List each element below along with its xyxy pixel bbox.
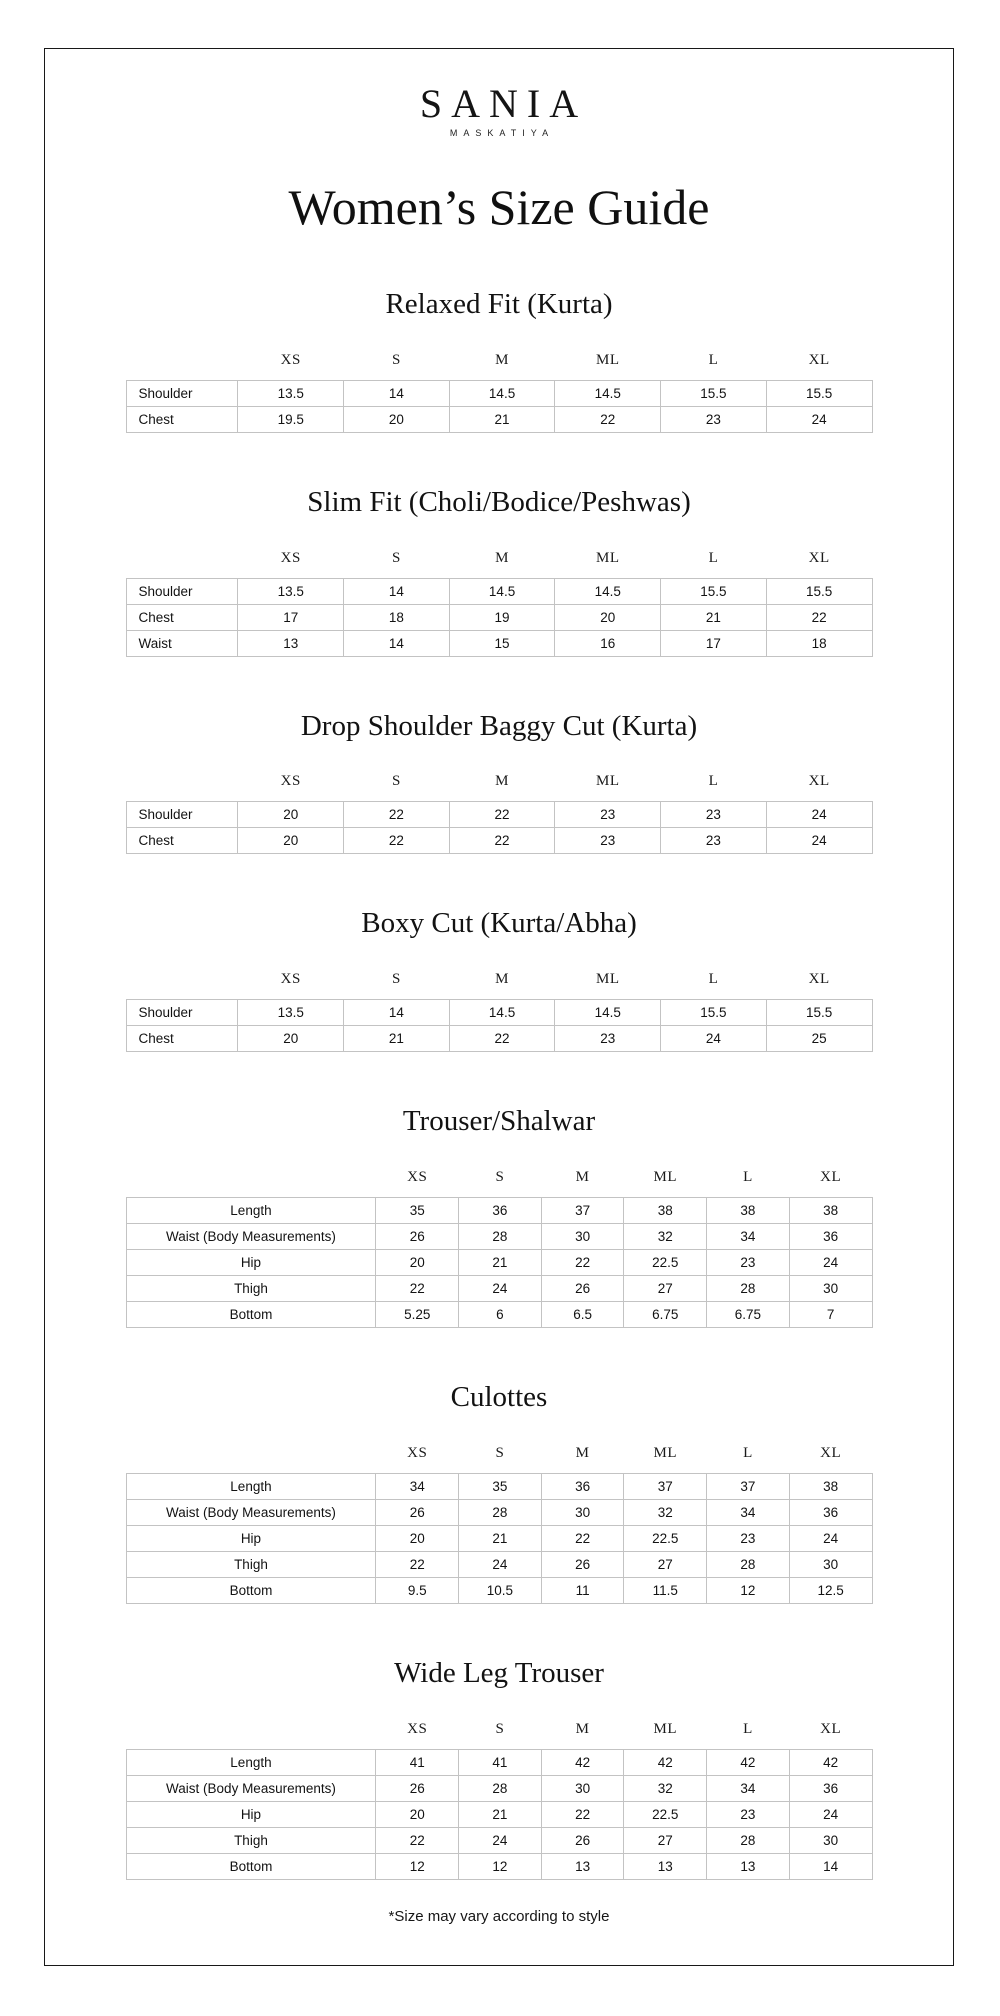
size-table-header-row — [126, 1445, 872, 1474]
row-label-cell: Shoulder — [126, 802, 238, 828]
value-cell: 22.5 — [624, 1249, 707, 1275]
corner-cell — [126, 1721, 376, 1750]
value-cell: 15.5 — [661, 1000, 767, 1026]
page-title: Women’s Size Guide — [288, 179, 710, 235]
size-table-header-row — [126, 1721, 872, 1750]
size-header-cell: S — [495, 1444, 505, 1461]
brand-subtitle: MASKATIYA — [449, 128, 555, 138]
value-cell: 34 — [376, 1473, 459, 1499]
value-cell: 23 — [707, 1525, 790, 1551]
row-label-cell: Shoulder — [126, 1000, 238, 1026]
corner-cell — [126, 773, 238, 802]
size-header-cell: XL — [820, 1168, 842, 1185]
table-row — [126, 1801, 872, 1827]
value-cell: 19.5 — [238, 406, 344, 432]
size-section — [45, 854, 953, 1052]
table-row — [126, 630, 872, 656]
value-cell: 13.5 — [238, 1000, 344, 1026]
table-row — [126, 1853, 872, 1879]
size-header-cell: XS — [280, 549, 301, 566]
size-header-cell: XL — [808, 773, 830, 790]
table-row — [126, 1775, 872, 1801]
value-cell: 26 — [376, 1499, 459, 1525]
value-cell: 30 — [789, 1551, 872, 1577]
value-cell: 15.5 — [766, 578, 872, 604]
brand-logo — [45, 83, 953, 138]
value-cell: 26 — [376, 1775, 459, 1801]
size-header-cell: XS — [407, 1168, 428, 1185]
section-title: Trouser/Shalwar — [402, 1105, 596, 1138]
value-cell: 28 — [707, 1551, 790, 1577]
size-header-cell: ML — [653, 1720, 677, 1737]
value-cell: 20 — [344, 406, 450, 432]
value-cell: 38 — [789, 1197, 872, 1223]
value-cell: 13 — [707, 1853, 790, 1879]
value-cell: 22 — [376, 1827, 459, 1853]
value-cell: 21 — [459, 1249, 542, 1275]
value-cell: 34 — [707, 1499, 790, 1525]
size-table-header-row — [126, 971, 872, 1000]
size-header-cell: S — [495, 1720, 505, 1737]
footnote: *Size may vary according to style — [388, 1907, 610, 1925]
row-label-cell: Thigh — [126, 1827, 376, 1853]
value-cell: 22 — [449, 1026, 555, 1052]
size-header-cell: L — [743, 1168, 753, 1185]
value-cell: 24 — [789, 1525, 872, 1551]
value-cell: 23 — [707, 1249, 790, 1275]
value-cell: 12 — [376, 1853, 459, 1879]
table-row — [126, 1223, 872, 1249]
size-header-cell: L — [708, 773, 719, 790]
value-cell: 15.5 — [766, 1000, 872, 1026]
size-header-cell: ML — [595, 549, 620, 566]
size-header-cell: L — [708, 549, 719, 566]
value-cell: 13 — [541, 1853, 624, 1879]
value-cell: 37 — [707, 1473, 790, 1499]
size-header-cell: S — [391, 549, 401, 566]
value-cell: 34 — [707, 1775, 790, 1801]
value-cell: 22 — [344, 802, 450, 828]
value-cell: 23 — [661, 406, 767, 432]
section-title: Culottes — [450, 1380, 548, 1413]
value-cell: 21 — [459, 1801, 542, 1827]
size-header-cell: M — [575, 1720, 590, 1737]
value-cell: 38 — [707, 1197, 790, 1223]
size-section — [45, 433, 953, 657]
value-cell: 22 — [541, 1249, 624, 1275]
value-cell: 18 — [344, 604, 450, 630]
value-cell: 20 — [376, 1249, 459, 1275]
value-cell: 28 — [707, 1827, 790, 1853]
row-label-cell: Bottom — [126, 1853, 376, 1879]
value-cell: 13.5 — [238, 578, 344, 604]
value-cell: 26 — [541, 1827, 624, 1853]
row-label-cell: Length — [126, 1197, 376, 1223]
value-cell: 22 — [376, 1275, 459, 1301]
value-cell: 19 — [449, 604, 555, 630]
value-cell: 41 — [376, 1749, 459, 1775]
value-cell: 14.5 — [555, 380, 661, 406]
value-cell: 14 — [344, 1000, 450, 1026]
table-row — [126, 1197, 872, 1223]
value-cell: 22 — [541, 1801, 624, 1827]
value-cell: 24 — [766, 406, 872, 432]
value-cell: 20 — [555, 604, 661, 630]
size-header-cell: L — [708, 351, 719, 368]
value-cell: 20 — [376, 1801, 459, 1827]
value-cell: 22 — [376, 1551, 459, 1577]
value-cell: 14 — [789, 1853, 872, 1879]
value-cell: 21 — [449, 406, 555, 432]
value-cell: 24 — [459, 1551, 542, 1577]
row-label-cell: Chest — [126, 828, 238, 854]
size-header-cell: ML — [595, 971, 620, 988]
section-title: Slim Fit (Choli/Bodice/Peshwas) — [307, 485, 691, 518]
value-cell: 22 — [766, 604, 872, 630]
size-header-cell: L — [743, 1444, 753, 1461]
sections-container — [45, 235, 953, 1880]
page-frame — [44, 48, 954, 1966]
value-cell: 14 — [344, 380, 450, 406]
table-row — [126, 1301, 872, 1327]
value-cell: 13 — [624, 1853, 707, 1879]
table-row — [126, 1473, 872, 1499]
value-cell: 38 — [624, 1197, 707, 1223]
value-cell: 42 — [789, 1749, 872, 1775]
size-header-cell: XS — [280, 351, 301, 368]
value-cell: 22.5 — [624, 1801, 707, 1827]
size-header-cell: XS — [407, 1720, 428, 1737]
value-cell: 11.5 — [624, 1577, 707, 1603]
value-cell: 36 — [789, 1775, 872, 1801]
value-cell: 22 — [555, 406, 661, 432]
size-header-cell: S — [495, 1168, 505, 1185]
value-cell: 26 — [541, 1275, 624, 1301]
value-cell: 21 — [344, 1026, 450, 1052]
value-cell: 25 — [766, 1026, 872, 1052]
value-cell: 35 — [376, 1197, 459, 1223]
value-cell: 24 — [789, 1801, 872, 1827]
value-cell: 20 — [238, 802, 344, 828]
corner-cell — [126, 1445, 376, 1474]
value-cell: 30 — [789, 1827, 872, 1853]
value-cell: 22 — [449, 828, 555, 854]
section-title: Boxy Cut (Kurta/Abha) — [361, 907, 637, 940]
table-row — [126, 802, 872, 828]
value-cell: 12 — [707, 1577, 790, 1603]
value-cell: 32 — [624, 1499, 707, 1525]
value-cell: 14.5 — [449, 578, 555, 604]
value-cell: 27 — [624, 1551, 707, 1577]
value-cell: 30 — [541, 1223, 624, 1249]
row-label-cell: Thigh — [126, 1551, 376, 1577]
row-label-cell: Thigh — [126, 1275, 376, 1301]
size-header-cell: M — [495, 773, 509, 790]
brand-name: SANIA — [419, 81, 588, 126]
value-cell: 15.5 — [766, 380, 872, 406]
value-cell: 35 — [459, 1473, 542, 1499]
value-cell: 13.5 — [238, 380, 344, 406]
size-section — [45, 235, 953, 433]
value-cell: 34 — [707, 1223, 790, 1249]
size-header-cell: XL — [808, 351, 830, 368]
size-section — [45, 1328, 953, 1604]
size-header-cell: M — [495, 971, 509, 988]
value-cell: 23 — [555, 802, 661, 828]
size-header-cell: XS — [407, 1444, 428, 1461]
value-cell: 42 — [707, 1749, 790, 1775]
value-cell: 37 — [541, 1197, 624, 1223]
corner-cell — [126, 1169, 376, 1198]
value-cell: 6.75 — [624, 1301, 707, 1327]
table-row — [126, 1827, 872, 1853]
value-cell: 28 — [459, 1499, 542, 1525]
value-cell: 30 — [541, 1775, 624, 1801]
size-header-cell: M — [495, 549, 509, 566]
table-row — [126, 406, 872, 432]
value-cell: 12.5 — [789, 1577, 872, 1603]
value-cell: 24 — [766, 828, 872, 854]
value-cell: 27 — [624, 1827, 707, 1853]
value-cell: 10.5 — [459, 1577, 542, 1603]
size-header-cell: XL — [820, 1720, 842, 1737]
table-row — [126, 1551, 872, 1577]
row-label-cell: Chest — [126, 604, 238, 630]
value-cell: 26 — [376, 1223, 459, 1249]
table-row — [126, 380, 872, 406]
value-cell: 20 — [376, 1525, 459, 1551]
value-cell: 24 — [661, 1026, 767, 1052]
value-cell: 32 — [624, 1223, 707, 1249]
value-cell: 30 — [789, 1275, 872, 1301]
table-row — [126, 1525, 872, 1551]
value-cell: 28 — [459, 1775, 542, 1801]
size-table — [126, 773, 873, 854]
size-table — [126, 1169, 873, 1328]
size-table-header-row — [126, 773, 872, 802]
value-cell: 37 — [624, 1473, 707, 1499]
size-header-cell: S — [391, 351, 401, 368]
size-header-cell: L — [708, 971, 719, 988]
size-section — [45, 657, 953, 855]
table-row — [126, 578, 872, 604]
corner-cell — [126, 971, 238, 1000]
size-section — [45, 1052, 953, 1328]
row-label-cell: Hip — [126, 1801, 376, 1827]
size-header-cell: L — [743, 1720, 753, 1737]
size-header-cell: M — [575, 1168, 590, 1185]
value-cell: 20 — [238, 828, 344, 854]
size-table — [126, 971, 873, 1052]
value-cell: 22 — [449, 802, 555, 828]
value-cell: 24 — [459, 1275, 542, 1301]
row-label-cell: Shoulder — [126, 578, 238, 604]
corner-cell — [126, 352, 238, 381]
value-cell: 24 — [459, 1827, 542, 1853]
value-cell: 26 — [541, 1551, 624, 1577]
table-row — [126, 1577, 872, 1603]
size-table — [126, 352, 873, 433]
row-label-cell: Bottom — [126, 1301, 376, 1327]
size-header-cell: ML — [595, 773, 620, 790]
size-table — [126, 1445, 873, 1604]
row-label-cell: Hip — [126, 1525, 376, 1551]
table-row — [126, 1249, 872, 1275]
size-header-cell: M — [575, 1444, 590, 1461]
value-cell: 6.5 — [541, 1301, 624, 1327]
value-cell: 28 — [707, 1275, 790, 1301]
value-cell: 22.5 — [624, 1525, 707, 1551]
value-cell: 9.5 — [376, 1577, 459, 1603]
value-cell: 14 — [344, 630, 450, 656]
size-section — [45, 1604, 953, 1880]
table-row — [126, 1499, 872, 1525]
value-cell: 15 — [449, 630, 555, 656]
value-cell: 15.5 — [661, 578, 767, 604]
value-cell: 13 — [238, 630, 344, 656]
row-label-cell: Bottom — [126, 1577, 376, 1603]
size-header-cell: ML — [653, 1168, 677, 1185]
section-title: Drop Shoulder Baggy Cut (Kurta) — [300, 709, 698, 742]
table-row — [126, 828, 872, 854]
corner-cell — [126, 550, 238, 579]
value-cell: 36 — [789, 1499, 872, 1525]
value-cell: 36 — [541, 1473, 624, 1499]
value-cell: 14 — [344, 578, 450, 604]
value-cell: 14.5 — [555, 578, 661, 604]
row-label-cell: Chest — [126, 406, 238, 432]
value-cell: 27 — [624, 1275, 707, 1301]
size-header-cell: XS — [280, 773, 301, 790]
value-cell: 20 — [238, 1026, 344, 1052]
size-header-cell: M — [495, 351, 509, 368]
table-row — [126, 1749, 872, 1775]
value-cell: 21 — [661, 604, 767, 630]
value-cell: 24 — [789, 1249, 872, 1275]
table-row — [126, 1275, 872, 1301]
value-cell: 30 — [541, 1499, 624, 1525]
row-label-cell: Waist (Body Measurements) — [126, 1223, 376, 1249]
size-header-cell: XL — [808, 549, 830, 566]
section-title: Wide Leg Trouser — [394, 1656, 604, 1689]
value-cell: 23 — [661, 802, 767, 828]
value-cell: 16 — [555, 630, 661, 656]
value-cell: 41 — [459, 1749, 542, 1775]
value-cell: 21 — [459, 1525, 542, 1551]
value-cell: 36 — [459, 1197, 542, 1223]
value-cell: 12 — [459, 1853, 542, 1879]
size-table-header-row — [126, 550, 872, 579]
value-cell: 6 — [459, 1301, 542, 1327]
value-cell: 36 — [789, 1223, 872, 1249]
row-label-cell: Waist — [126, 630, 238, 656]
size-header-cell: S — [391, 971, 401, 988]
size-table — [126, 1721, 873, 1880]
value-cell: 23 — [555, 828, 661, 854]
value-cell: 14.5 — [449, 380, 555, 406]
value-cell: 7 — [789, 1301, 872, 1327]
value-cell: 42 — [624, 1749, 707, 1775]
value-cell: 6.75 — [707, 1301, 790, 1327]
value-cell: 15.5 — [661, 380, 767, 406]
row-label-cell: Waist (Body Measurements) — [126, 1499, 376, 1525]
size-table — [126, 550, 873, 657]
value-cell: 17 — [661, 630, 767, 656]
table-row — [126, 1000, 872, 1026]
value-cell: 28 — [459, 1223, 542, 1249]
value-cell: 22 — [344, 828, 450, 854]
size-header-cell: XL — [820, 1444, 842, 1461]
value-cell: 22 — [541, 1525, 624, 1551]
row-label-cell: Hip — [126, 1249, 376, 1275]
value-cell: 23 — [555, 1026, 661, 1052]
size-header-cell: XS — [280, 971, 301, 988]
value-cell: 42 — [541, 1749, 624, 1775]
value-cell: 24 — [766, 802, 872, 828]
row-label-cell: Chest — [126, 1026, 238, 1052]
value-cell: 18 — [766, 630, 872, 656]
row-label-cell: Length — [126, 1749, 376, 1775]
value-cell: 23 — [707, 1801, 790, 1827]
value-cell: 14.5 — [555, 1000, 661, 1026]
value-cell: 23 — [661, 828, 767, 854]
table-row — [126, 1026, 872, 1052]
row-label-cell: Shoulder — [126, 380, 238, 406]
size-header-cell: S — [391, 773, 401, 790]
size-header-cell: ML — [653, 1444, 677, 1461]
row-label-cell: Length — [126, 1473, 376, 1499]
value-cell: 11 — [541, 1577, 624, 1603]
section-title: Relaxed Fit (Kurta) — [385, 288, 613, 320]
value-cell: 17 — [238, 604, 344, 630]
value-cell: 5.25 — [376, 1301, 459, 1327]
size-table-header-row — [126, 352, 872, 381]
value-cell: 32 — [624, 1775, 707, 1801]
size-header-cell: ML — [595, 351, 620, 368]
value-cell: 38 — [789, 1473, 872, 1499]
row-label-cell: Waist (Body Measurements) — [126, 1775, 376, 1801]
table-row — [126, 604, 872, 630]
size-table-header-row — [126, 1169, 872, 1198]
value-cell: 14.5 — [449, 1000, 555, 1026]
size-header-cell: XL — [808, 971, 830, 988]
